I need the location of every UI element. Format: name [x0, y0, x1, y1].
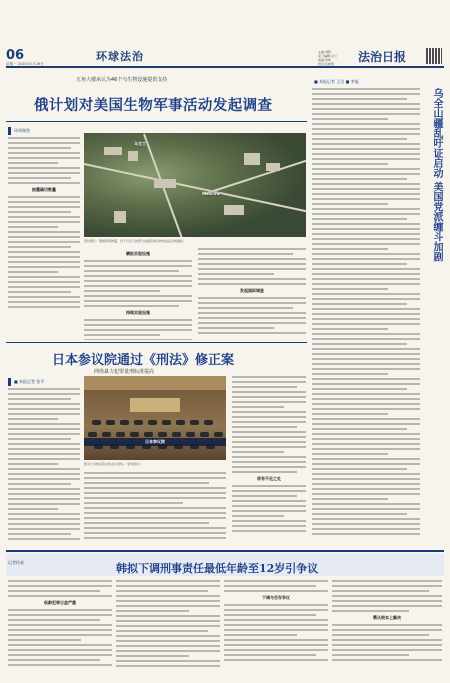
- lead-text: [8, 137, 80, 184]
- newspaper-logo: 法治日报: [358, 50, 407, 64]
- japan-column-2: [84, 472, 226, 548]
- sidebar-title: 乌全山疆乱吁证启动 美国党派缠斗加剧: [431, 88, 442, 262]
- photo-caption: 图为日本参议院全体会议现场。（资料图片）: [84, 462, 143, 466]
- section-rule: [6, 550, 444, 552]
- header-rule: [6, 66, 444, 68]
- japan-subhead: 将有不足之处: [257, 476, 281, 481]
- sidebar-text: [312, 88, 420, 540]
- lead-rule: [6, 121, 307, 122]
- japan-column-3: [232, 376, 306, 548]
- bottom-subhead: 下调与否存争议: [262, 595, 290, 600]
- photo-caption: 资料图片：俄国防部披露，位于乌克兰的部分美国资助生物实验室设施遗址。: [84, 239, 187, 243]
- page-date: 星期一 2025年5月26日: [6, 62, 44, 66]
- lead-kicker: 五角大楼承认为46个乌生物设施提供支持: [76, 77, 168, 83]
- sidebar-kicker: ■ 本报记者 王沿 ■ 李旭: [314, 79, 359, 84]
- japan-photo: [84, 376, 226, 460]
- editor-info-line: 美编:李鸣: [318, 58, 332, 62]
- lead-subhead: 瞒报实验设施: [126, 251, 150, 256]
- photo-label: Moscow: [202, 191, 220, 196]
- lead-subhead: 披露确切数量: [32, 187, 56, 192]
- bottom-column-1: [8, 580, 112, 680]
- editor-info-line: 主编:刘阳: [318, 50, 332, 54]
- japan-tag: ■ 本报记者 张平: [8, 378, 47, 386]
- bottom-headline: 韩拟下调刑事责任最低年龄至12岁引争议: [116, 562, 319, 575]
- lead-tag: 环球聚焦: [8, 127, 33, 135]
- bottom-tag: 记者传真: [8, 560, 24, 565]
- bottom-column-3: [224, 580, 328, 680]
- editor-info-line: 见习编辑:文兰: [318, 54, 338, 58]
- editor-info-line: 校对:张晓明: [318, 62, 335, 66]
- lead-column-2: [84, 248, 192, 340]
- japan-subtitle: 网络暴力犯罪量刑标准提高: [94, 369, 155, 375]
- bottom-subhead: 需从根本上解决: [373, 615, 401, 620]
- japan-column-1: [8, 388, 80, 548]
- bottom-column-2: [116, 580, 220, 680]
- lead-column-1: [8, 137, 80, 337]
- qr-code-icon: [426, 48, 442, 64]
- page-number: 06: [6, 48, 25, 63]
- lead-column-3: [198, 248, 306, 340]
- satellite-photo: [84, 133, 306, 237]
- lead-subhead: 持续实验设施: [126, 310, 150, 315]
- section-rule: [6, 342, 307, 343]
- editor-info: [318, 50, 352, 66]
- bottom-column-4: [332, 580, 442, 680]
- japan-headline: 日本参议院通过《刑法》修正案: [52, 353, 235, 368]
- photo-label: 乌克兰: [134, 141, 146, 146]
- lead-subhead: 发起国际调查: [240, 288, 264, 293]
- photo-label: 日本参议院: [84, 438, 226, 446]
- bottom-subhead: 低龄犯罪日益严重: [44, 600, 76, 605]
- lead-headline: 俄计划对美国生物军事活动发起调查: [34, 97, 273, 114]
- section-title: 环球法治: [96, 50, 144, 63]
